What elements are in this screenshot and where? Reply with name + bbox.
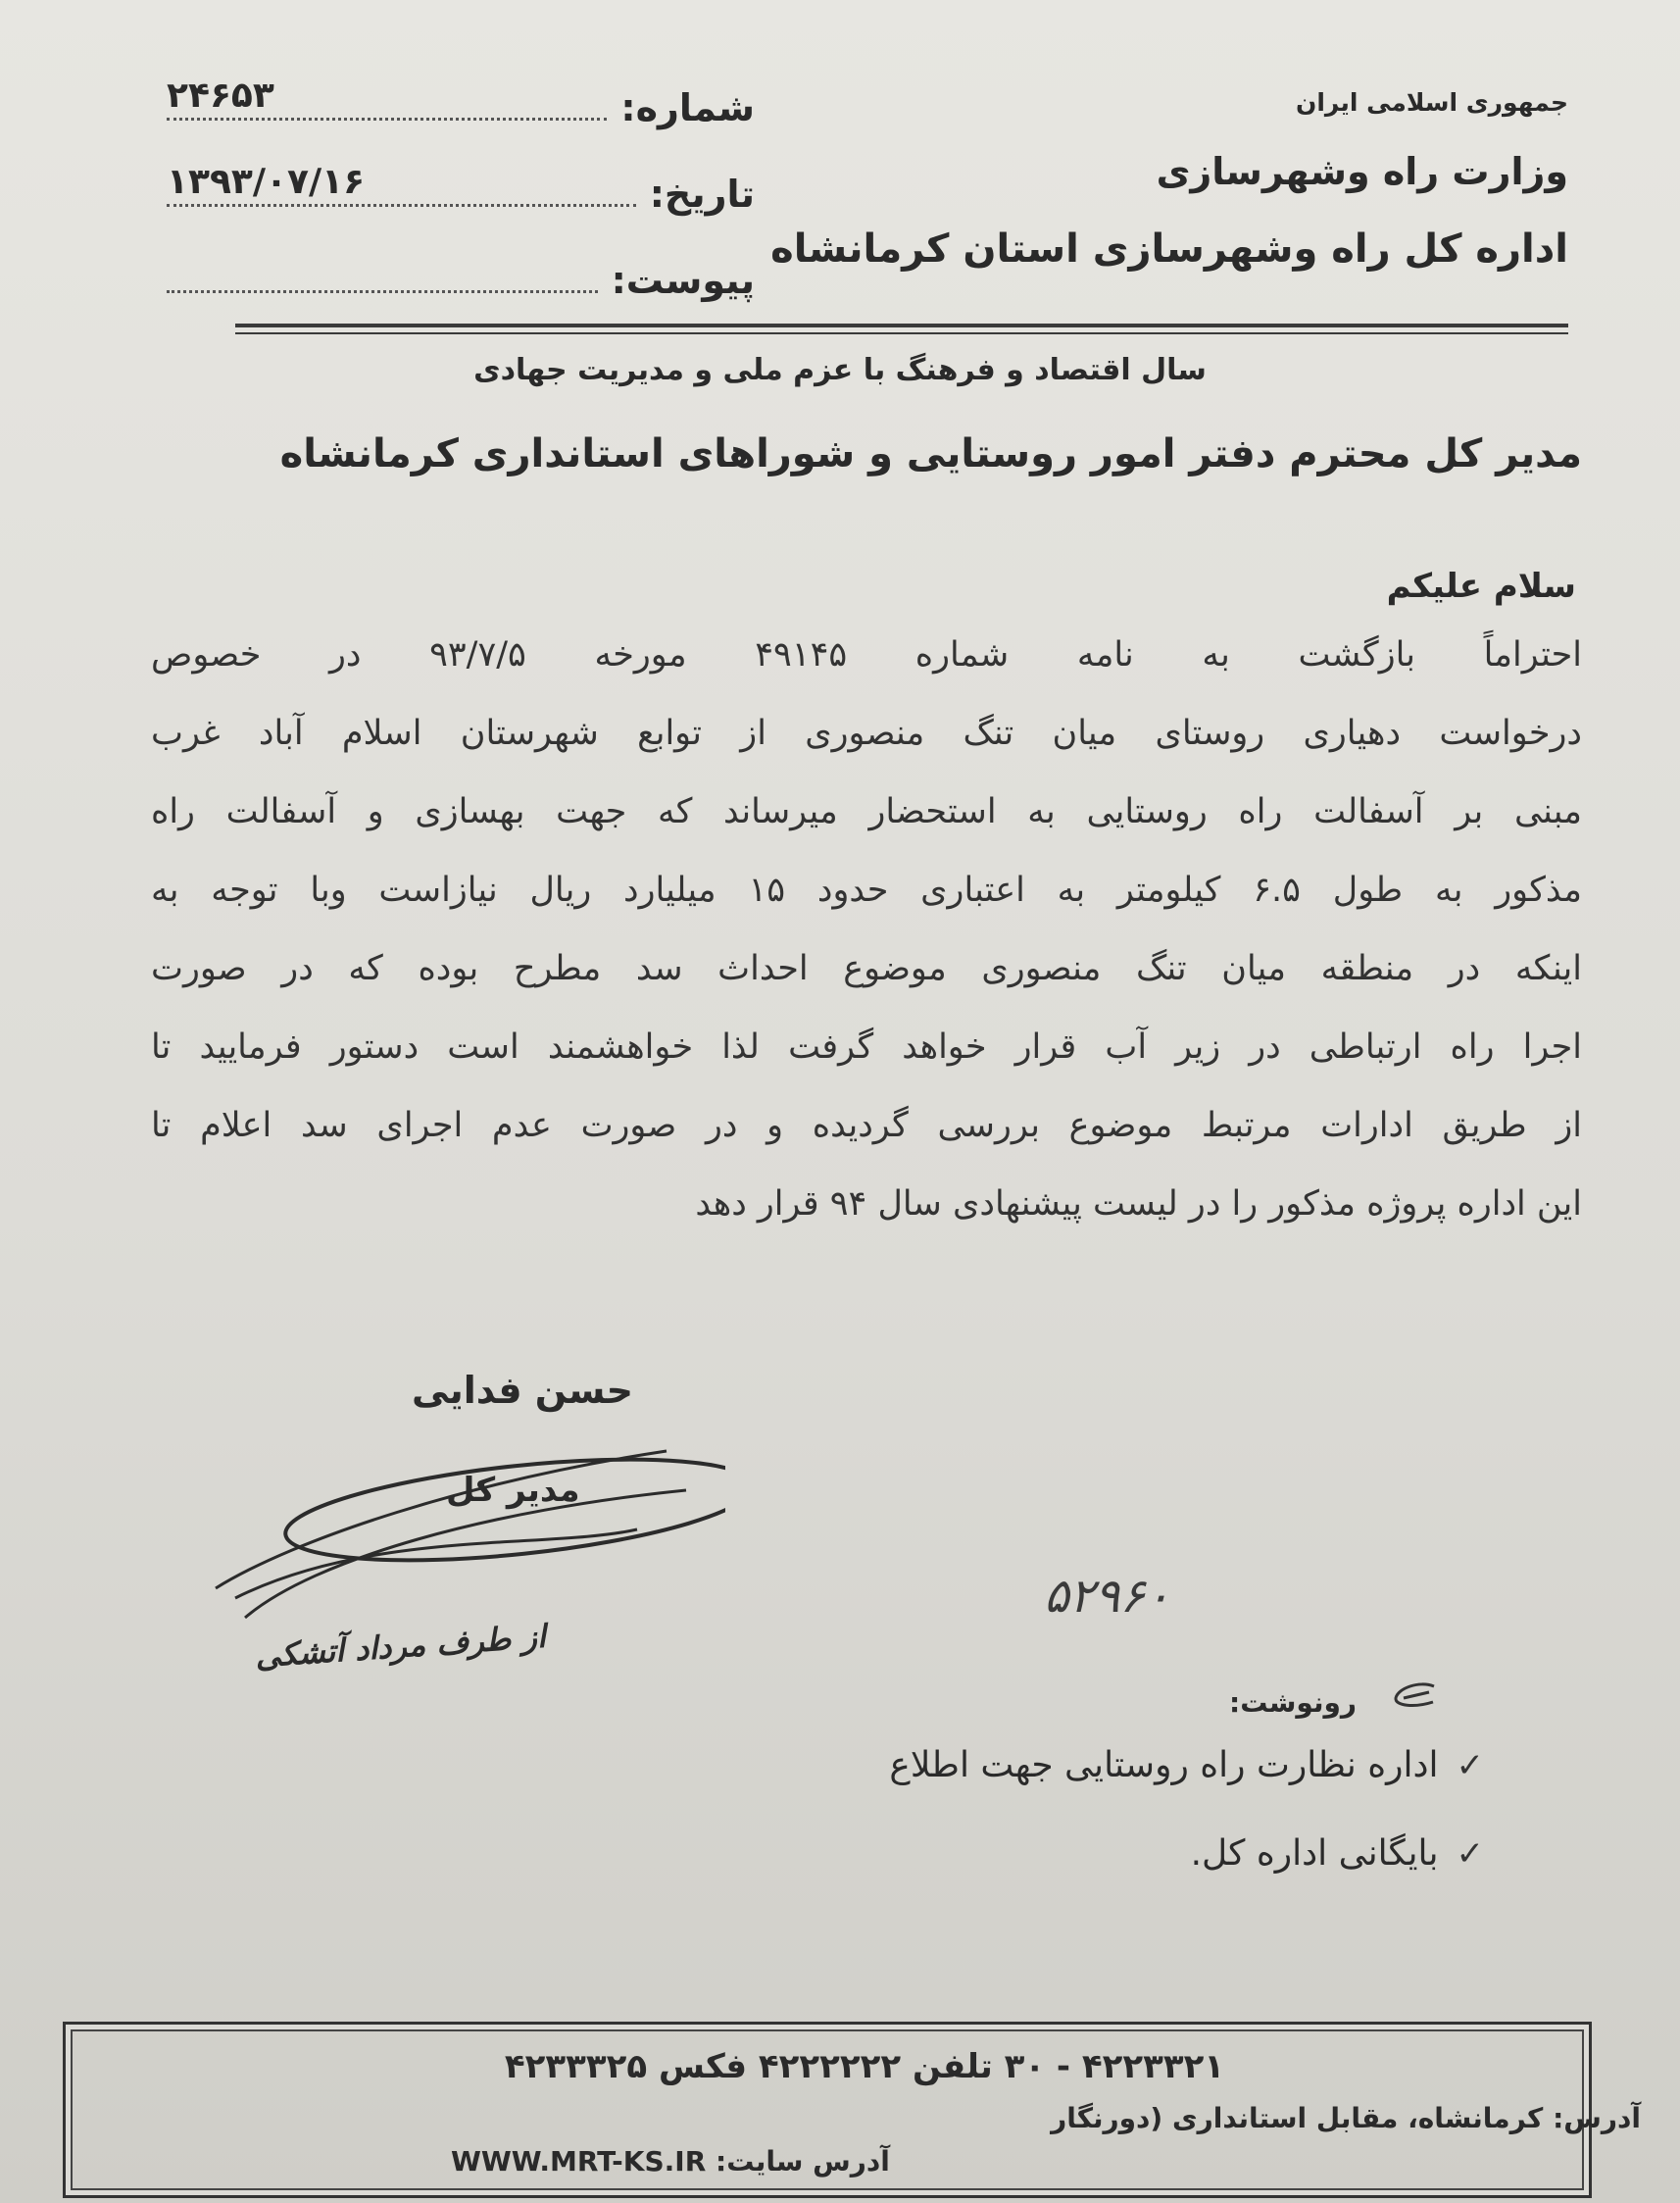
body-line: اجرا راه ارتباطی در زیر آب قرار خواهد گرفت لذا خواهشمند است دستور فرمایید تا	[151, 1027, 1582, 1067]
cc-item	[1191, 1833, 1484, 1874]
letter-body	[151, 626, 1582, 1253]
greeting: سلام علیکم	[1386, 567, 1576, 606]
signature-scribble	[176, 1412, 725, 1637]
cc-item-text: بایگانی اداره کل.	[1190, 1833, 1439, 1874]
date-label: تاریخ:	[649, 173, 755, 216]
body-line: درخواست دهیاری روستای میان تنگ منصوری از توابع شهرستان اسلام آباد غرب	[151, 714, 1582, 753]
attachment-row	[167, 259, 755, 306]
check-icon: ✓	[1456, 1833, 1484, 1874]
ministry-name: وزارت راه وشهرسازی	[1156, 150, 1568, 193]
header-divider-thin	[235, 332, 1568, 334]
check-icon: ✓	[1456, 1745, 1484, 1785]
on-behalf-note: از طرف مرداد آتشکی	[254, 1617, 547, 1676]
body-line: اینکه در منطقه میان تنگ منصوری موضوع احداث سد مطرح بوده که در صورت	[151, 949, 1582, 988]
signer-title: مدیر کل	[446, 1471, 580, 1510]
header-divider-thick	[235, 324, 1568, 327]
letterhead	[770, 88, 1568, 272]
attachment-dots	[167, 261, 598, 293]
number-label: شماره:	[620, 86, 755, 129]
date-dots	[167, 162, 636, 207]
number-row	[167, 75, 755, 133]
body-line: این اداره پروژه مذکور را در لیست پیشنهادی سال ۹۴ قرار دهد	[695, 1184, 1582, 1224]
cc-item	[889, 1745, 1484, 1785]
body-line: از طریق ادارات مرتبط موضوع بررسی گردیده و در صورت عدم اجرای سد اعلام تا	[151, 1106, 1582, 1145]
date-row	[167, 162, 755, 220]
cc-item-text: اداره نظارت راه روستایی جهت اطلاع	[889, 1745, 1439, 1785]
cc-label: رونوشت:	[1229, 1686, 1357, 1719]
body-line: مبنی بر آسفالت راه روستایی به استحضار میرساند که جهت بهسازی و آسفالت راه	[151, 792, 1582, 831]
body-line: مذکور به طول ۶.۵ کیلومتر به اعتباری حدود ۱۵ میلیارد ریال نیازاست وبا توجه به	[151, 871, 1583, 910]
letter-meta	[167, 75, 755, 345]
signer-name: حسن فدایی	[412, 1369, 634, 1412]
scribble-icon	[1390, 1678, 1439, 1712]
footer-address: آدرس: کرمانشاه، مقابل استانداری (دورنگار	[1051, 2102, 1641, 2134]
number-dots	[167, 75, 607, 121]
handwritten-number: ۵۲۹۶۰	[1044, 1569, 1170, 1624]
footer-website: آدرس سایت: WWW.MRT-KS.IR	[451, 2145, 890, 2178]
body-line: احتراماً بازگشت به نامه شماره ۴۹۱۴۵ مورخه ۹۳/۷/۵ در خصوص	[151, 635, 1582, 675]
recipient-line: مدیر کل محترم دفتر امور روستایی و شوراهای استانداری کرمانشاه	[279, 431, 1582, 476]
footer-phones: ۴۲۲۳۳۲۱ - ۳۰ تلفن ۴۲۲۲۲۲۲ فکس ۴۲۳۳۳۲۵	[504, 2047, 1225, 2086]
year-slogan: سال اقتصاد و فرهنگ با عزم ملی و مدیریت جهادی	[473, 353, 1207, 387]
number-value: ۲۴۶۵۳	[167, 75, 274, 116]
date-value: ۱۳۹۳/۰۷/۱۶	[167, 162, 366, 202]
department-name: اداره کل راه وشهرسازی استان کرمانشاه	[770, 226, 1568, 272]
attachment-label: پیوست:	[611, 259, 755, 302]
country-name: جمهوری اسلامی ایران	[1296, 88, 1568, 117]
